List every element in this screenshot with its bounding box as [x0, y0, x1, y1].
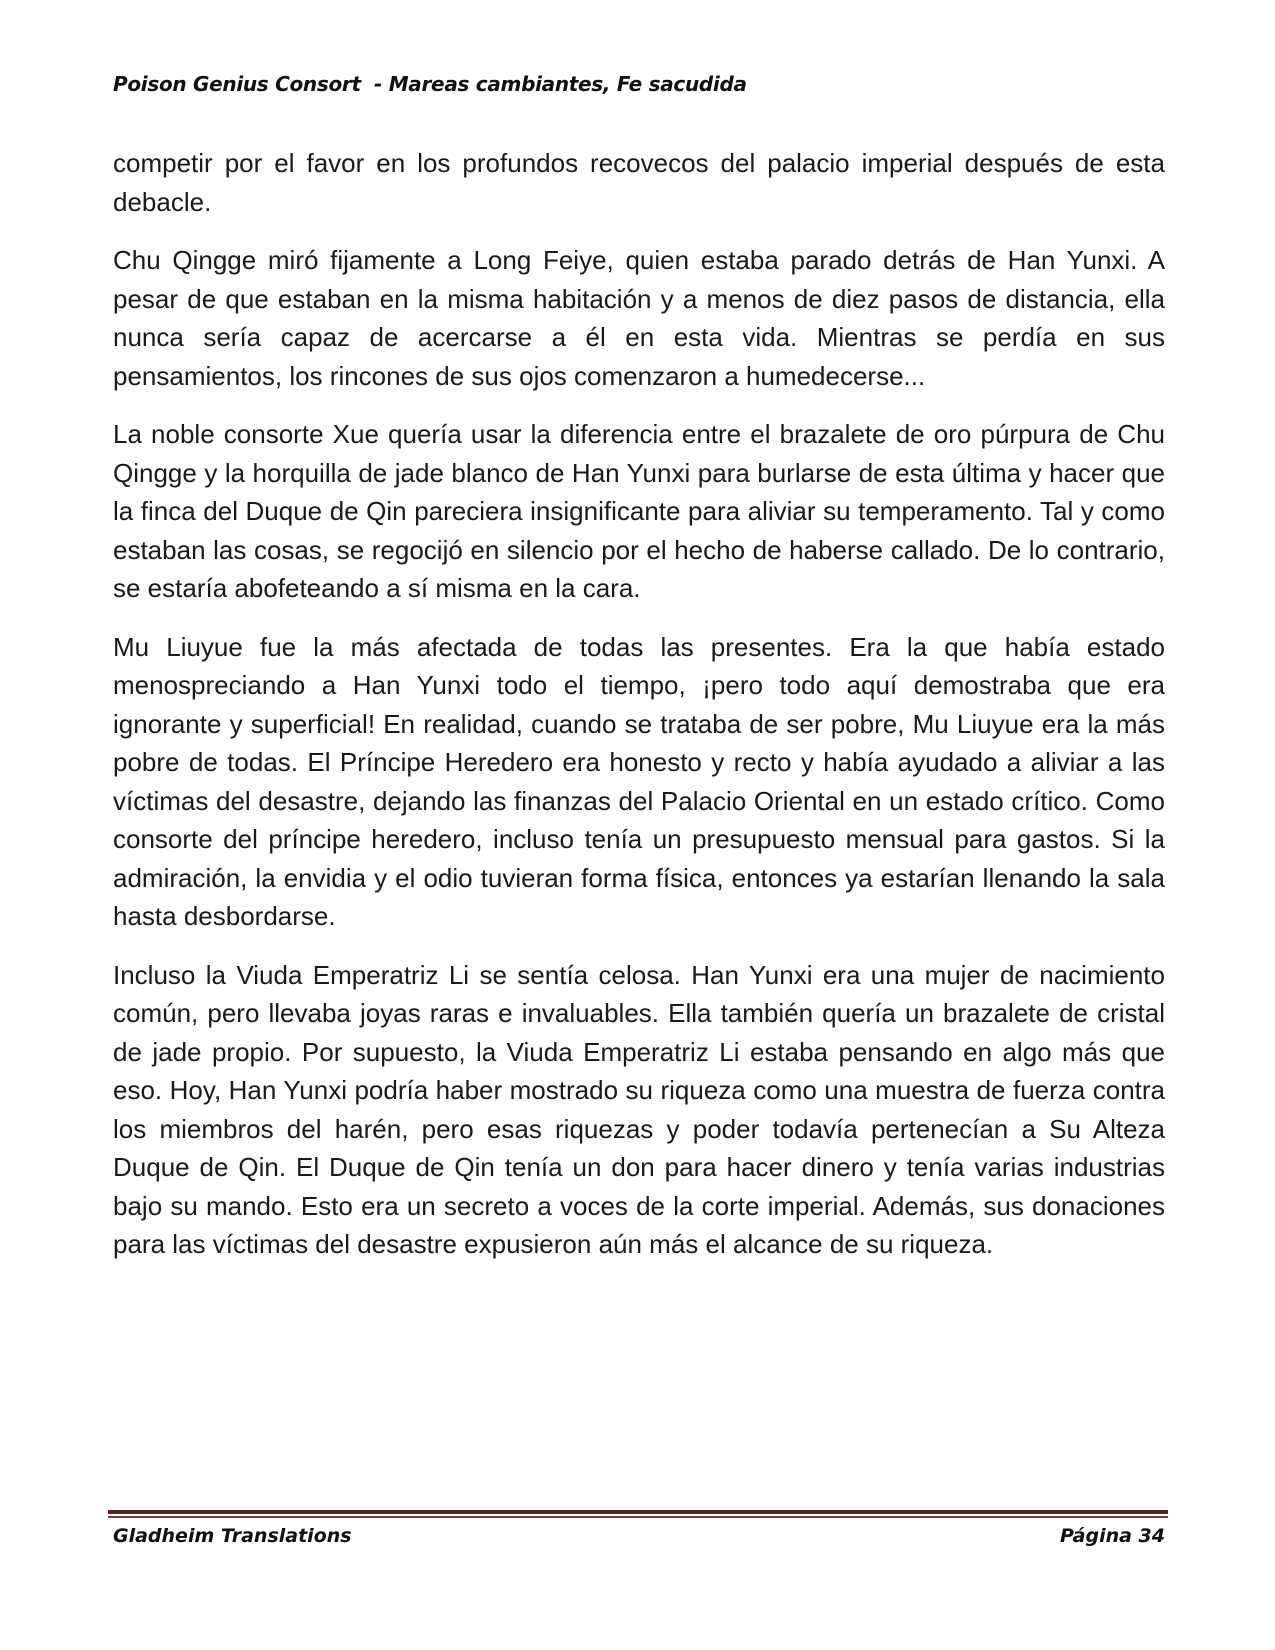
paragraph-5: Incluso la Viuda Emperatriz Li se sentía celosa. Han Yunxi era una mujer de nacimiento común, pero llevaba joyas raras e invaluables. Ella también quería un brazalete de cristal de jade propio. Por supuesto, la Viuda Emperatriz Li estaba pensando en algo más que eso. Hoy, Han Yunxi podría haber mostrado su riqueza como una muestra de fuerza contra los miembros del harén, pero esas riquezas y poder todavía pertenecían a Su Alteza Duque de Qin. El Duque de Qin tenía un don para hacer dinero y tenía varias industrias bajo su mando. Esto era un secreto a voces de la corte imperial. Además, sus donaciones para las víctimas del desastre expusieron aún más el alcance de su riqueza.: [113, 959, 1165, 1259]
paragraph-3: La noble consorte Xue quería usar la diferencia entre el brazalete de oro púrpura de Chu Qingge y la horquilla de jade blanco de Han Yunxi para burlarse de esta última y hacer que la finca del Duque de Qin pareciera insignificante para aliviar su temperamento. Tal y como estaban las cosas, se regocijó en silencio por el hecho de haberse callado. De lo contrario, se estaría abofeteando a sí misma en la cara.: [113, 419, 1165, 603]
page-header-title: Poison Genius Consort - Mareas cambiantes, Fe sacudida: [113, 72, 747, 96]
footer-divider: [108, 1510, 1168, 1518]
footer-divider-thin-line: [108, 1516, 1168, 1518]
paragraph-1: competir por el favor en los profundos recovecos del palacio imperial después de esta debacle.: [113, 148, 1165, 217]
footer-divider-thick-line: [108, 1510, 1168, 1514]
body-text: [113, 144, 1165, 1284]
paragraph-2: Chu Qingge miró fijamente a Long Feiye, quien estaba parado detrás de Han Yunxi. A pesar de que estaban en la misma habitación y a menos de diez pasos de distancia, ella nunca sería capaz de acercarse a él en esta vida. Mientras se perdía en sus pensamientos, los rincones de sus ojos comenzaron a humedecerse...: [113, 245, 1165, 391]
paragraph-4: Mu Liuyue fue la más afectada de todas las presentes. Era la que había estado menospreciando a Han Yunxi todo el tiempo, ¡pero todo aquí demostraba que era ignorante y superficial! En realidad, cuando se trataba de ser pobre, Mu Liuyue era la más pobre de todas. El Príncipe Heredero era honesto y recto y había ayudado a aliviar a las víctimas del desastre, dejando las finanzas del Palacio Oriental en un estado crítico. Como consorte del príncipe heredero, incluso tenía un presupuesto mensual para gastos. Si la admiración, la envidia y el odio tuvieran forma física, entonces ya estarían llenando la sala hasta desbordarse.: [113, 631, 1165, 931]
footer-publisher: Gladheim Translations: [113, 1525, 352, 1547]
footer-page-number: Página 34: [1059, 1525, 1165, 1547]
